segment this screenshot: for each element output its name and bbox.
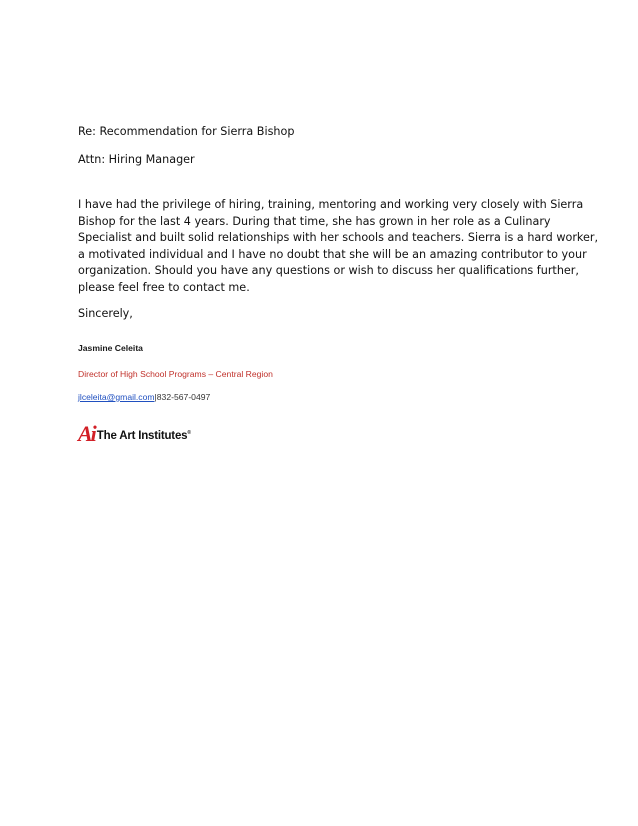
art-institutes-logo [78,423,191,445]
signature-block [78,342,273,403]
logo-wordmark: The Art Institutes [96,430,188,442]
registered-mark: ® [187,430,191,437]
signature-contact [78,391,273,403]
body-line: I have had the privilege of hiring, training, mentoring and working very closely with Sierra [78,198,584,211]
body-paragraph [78,197,599,297]
subject-line: Re: Recommendation for Sierra Bishop [78,125,295,138]
email-link[interactable]: jlceleita@gmail.com [78,392,155,402]
body-line: Specialist and built solid relationships with her schools and teachers. Sierra is a hard worker, [78,231,599,245]
phone-number: 832-567-0497 [156,392,211,402]
signature-title: Director of High School Programs – Central Region [78,369,273,379]
body-line: a motivated individual and I have no doubt that she will be an amazing contributor to your [78,247,587,261]
body-line: organization. Should you have any questions or wish to discuss her qualifications further, [78,264,579,278]
closing: Sincerely, [78,306,133,320]
signature-name: Jasmine Celeita [78,343,143,353]
contact-separator: | [154,392,157,402]
logo-text [97,430,191,442]
body-line: please feel free to contact me. [78,280,250,294]
ai-logo-icon: Ai [78,421,95,446]
letter-body [78,123,599,323]
attention-line: Attn: Hiring Manager [78,153,195,166]
body-line: Bishop for the last 4 years. During that time, she has grown in her role as a Culinary [78,214,551,228]
